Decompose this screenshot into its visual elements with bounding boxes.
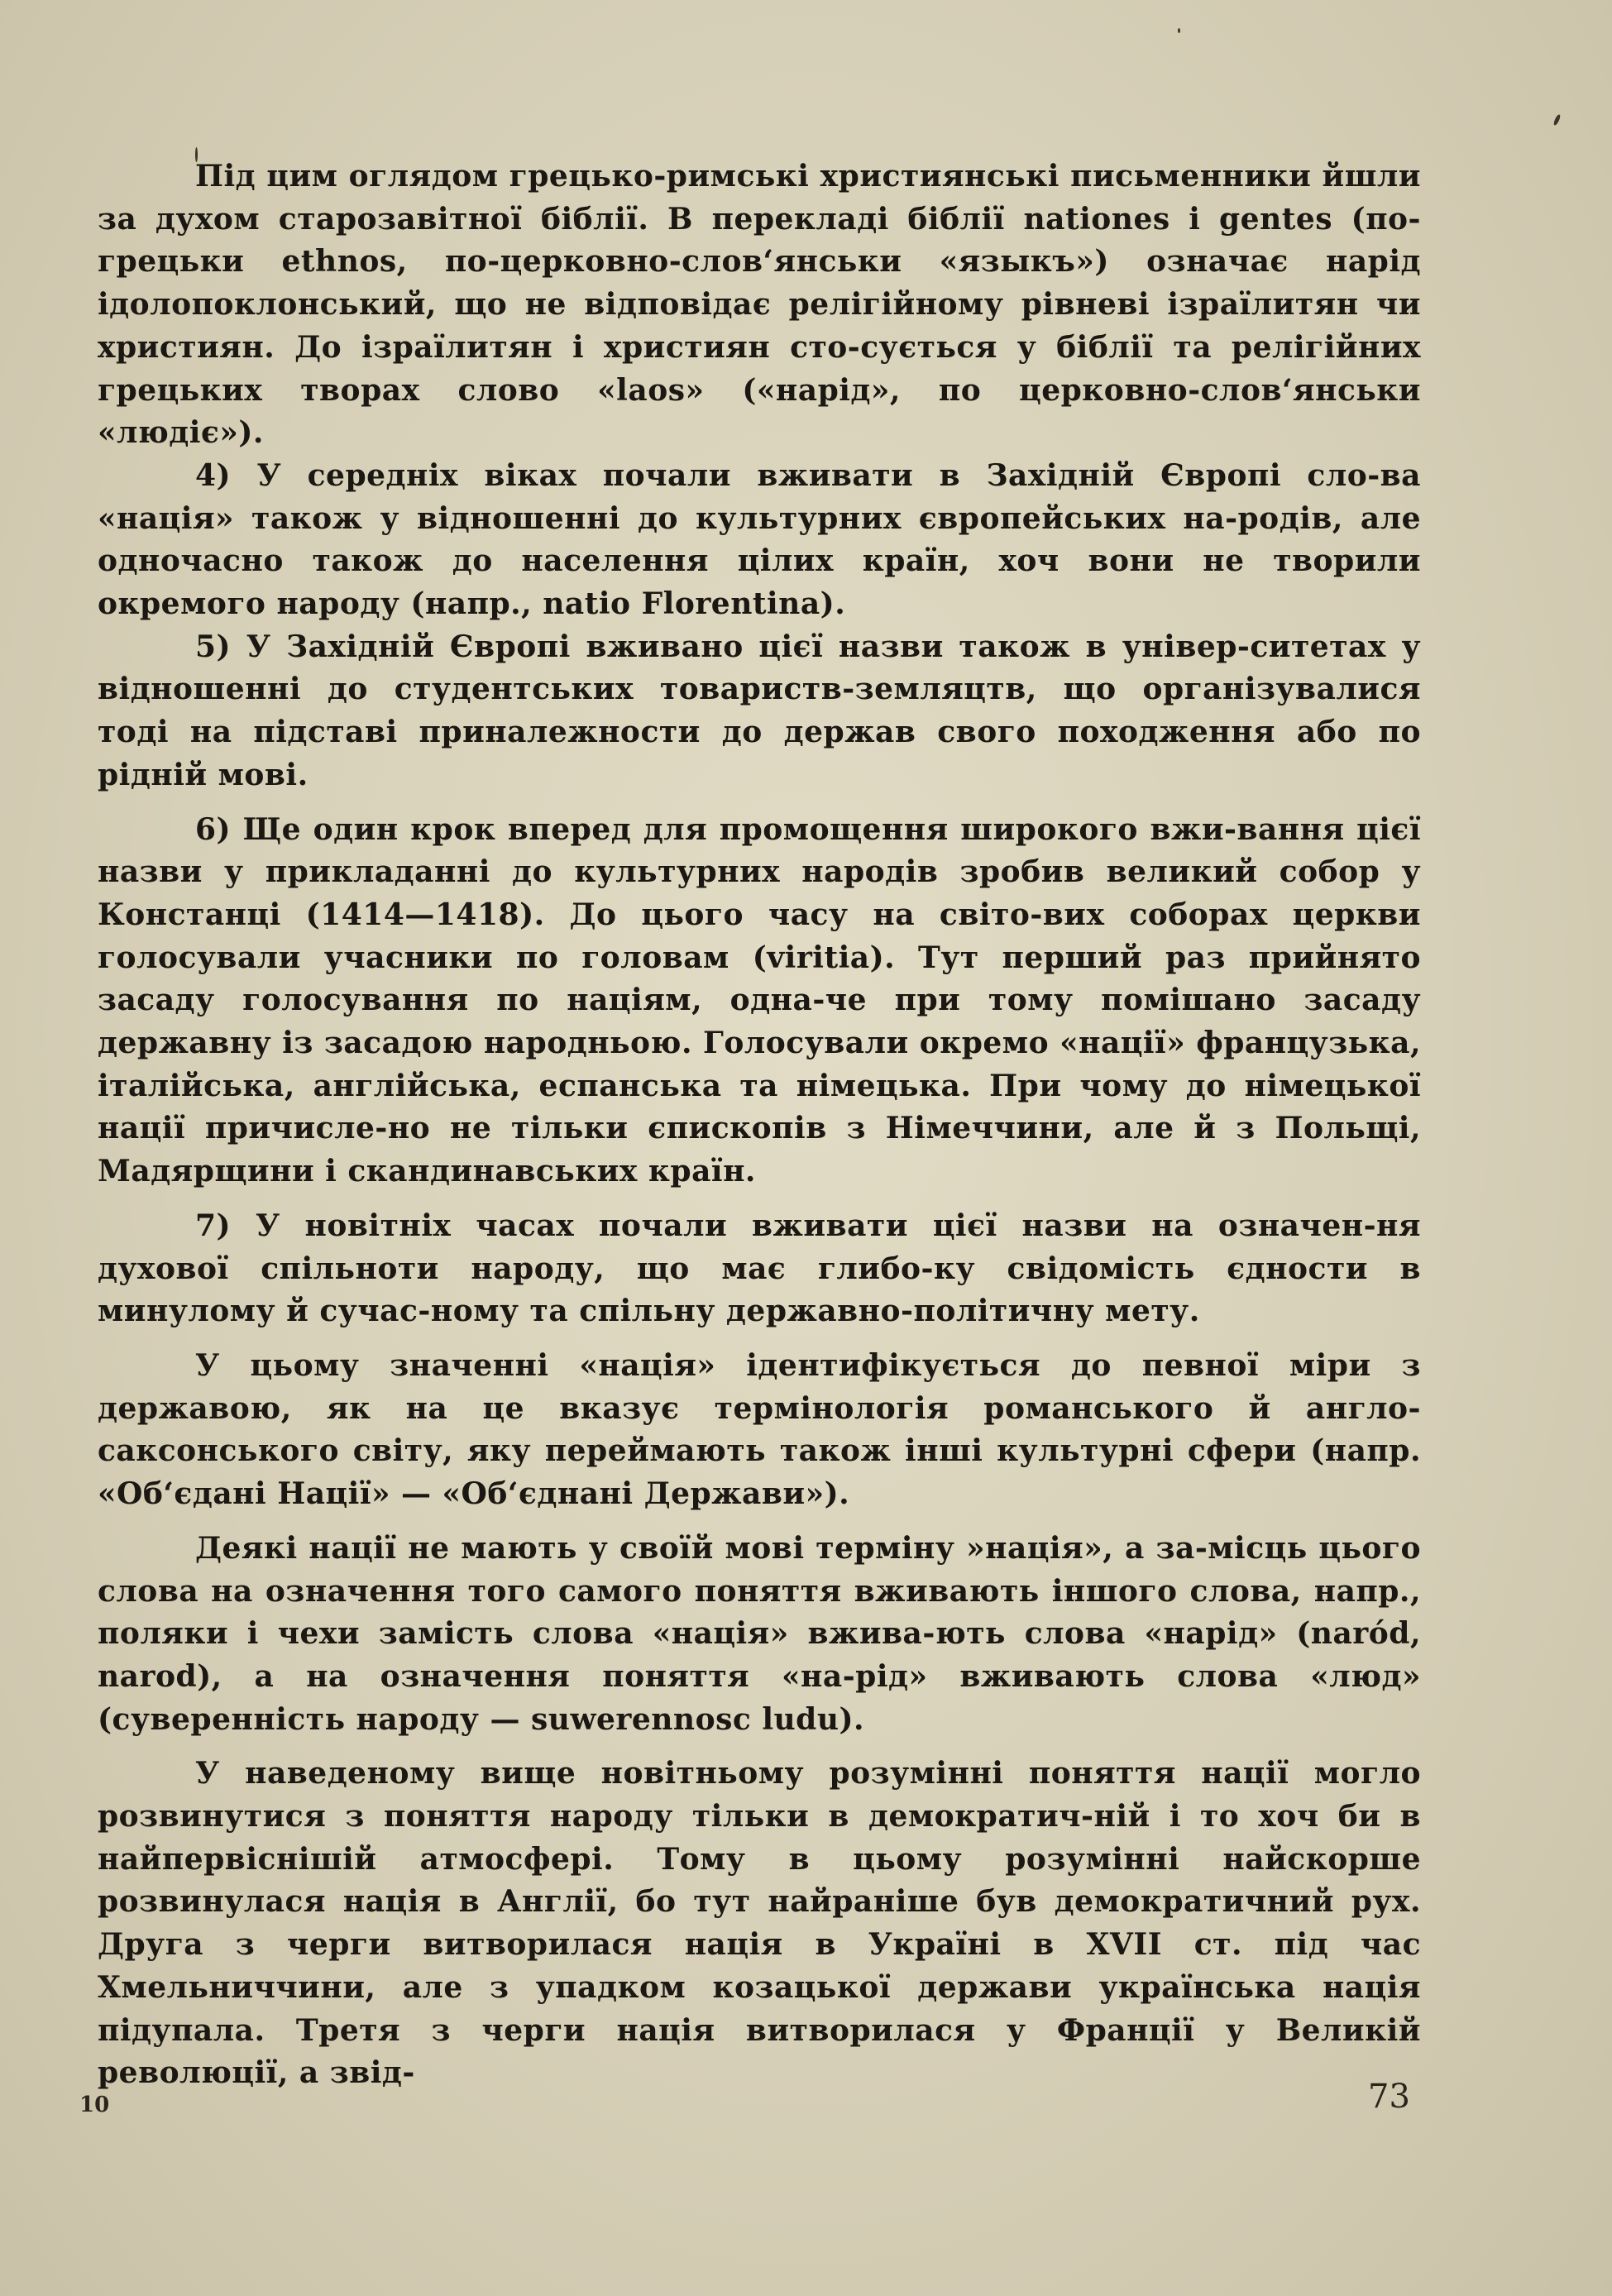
paragraph-modern-nation: У наведеному вище новітньому розумінні поняття нації могло розвинутися з поняття народу тільки в демократич-ній і то хоч би в найпервіснішій атмосфері. Тому в цьому розумінні найскорше розвинулася нація в Англії, бо тут найраніше був демократичний рух. Друга з черги витворилася нація в Україні в XVII ст. під час Хмельниччини, але з упадком козацької держави українська нація підупала. Третя з черги нація витворилася у Франції у Великій революції, а звід- [98,1756,1421,2091]
page-number: 73 [1368,2078,1410,2116]
body-text [98,155,1421,2095]
signature-mark: 10 [79,2093,110,2117]
ink-speck [1178,28,1180,33]
paragraph-nation-state: У цьому значенні «нація» ідентифікується до певної міри з державою, як на це вказує термінологія романського й англо-саксонського світу, яку переймають також інші культурні сфери (напр. «Об‘єдані Нації» — «Об‘єднані Держави»). [98,1347,1421,1512]
paragraph-4: 4) У середніх віках почали вживати в Західній Європі сло-ва «нація» також у відношенні до культурних європейських на-родів, але одночасно також до населення цілих країн, хоч вони не творили окремого народу (напр., natio Florentina). [98,457,1421,622]
paragraph-other-terms: Деякі нації не мають у своїй мові терміну »нація», а за-місць цього слова на означення того самого поняття вживають іншого слова, напр., поляки і чехи замість слова «нація» вжива-ють слова «нарід» (naród, narod), а на означення поняття «на-рід» вживають слова «люд» (суверенність народу — suwerennosc ludu). [98,1530,1421,1737]
paragraph-1: Під цим оглядом грецько-римські християнські письменники йшли за духом старозавітної біблії. В перекладі біблії nationes і gentes (по-грецьки ethnos, по-церковно-слов‘янськи «языкъ») означає нарід ідолопоклонський, що не відповідає релігійному рівневі ізраїлитян чи християн. До ізраїлитян і християн сто-сується у біблії та релігійних грецьких творах слово «laos» («нарід», по церковно-слов‘янськи «людіє»). [98,159,1421,451]
paragraph-6: 6) Ще один крок вперед для промощення широкого вжи-вання цієї назви у прикладанні до культурних народів зробив великий собор у Констанці (1414—1418). До цього часу на світо-вих соборах церкви голосували учасники по головам (viritia). Тут перший раз прийнято засаду голосування по націям, одна-че при тому помішано засаду державну із засадою народньою. Голосували окремо «нації» французька, італійська, англійська, еспанська та німецька. При чому до німецької нації причисле-но не тільки єпископів з Німеччини, але й з Польщі, Мадярщини і скандинавських країн. [98,811,1421,1189]
paragraph-5: 5) У Західній Європі вживано цієї назви також в універ-ситетах у відношенні до студентських товариств-земляцтв, що організувалися тоді на підставі приналежности до держав свого походження або по рідній мові. [98,629,1421,792]
paragraph-7: 7) У новітніх часах почали вживати цієї назви на означен-ня духової спільноти народу, що має глибо-ку свідомість єдности в минулому й сучас-ному та спільну державно-політичну мету. [98,1208,1421,1329]
